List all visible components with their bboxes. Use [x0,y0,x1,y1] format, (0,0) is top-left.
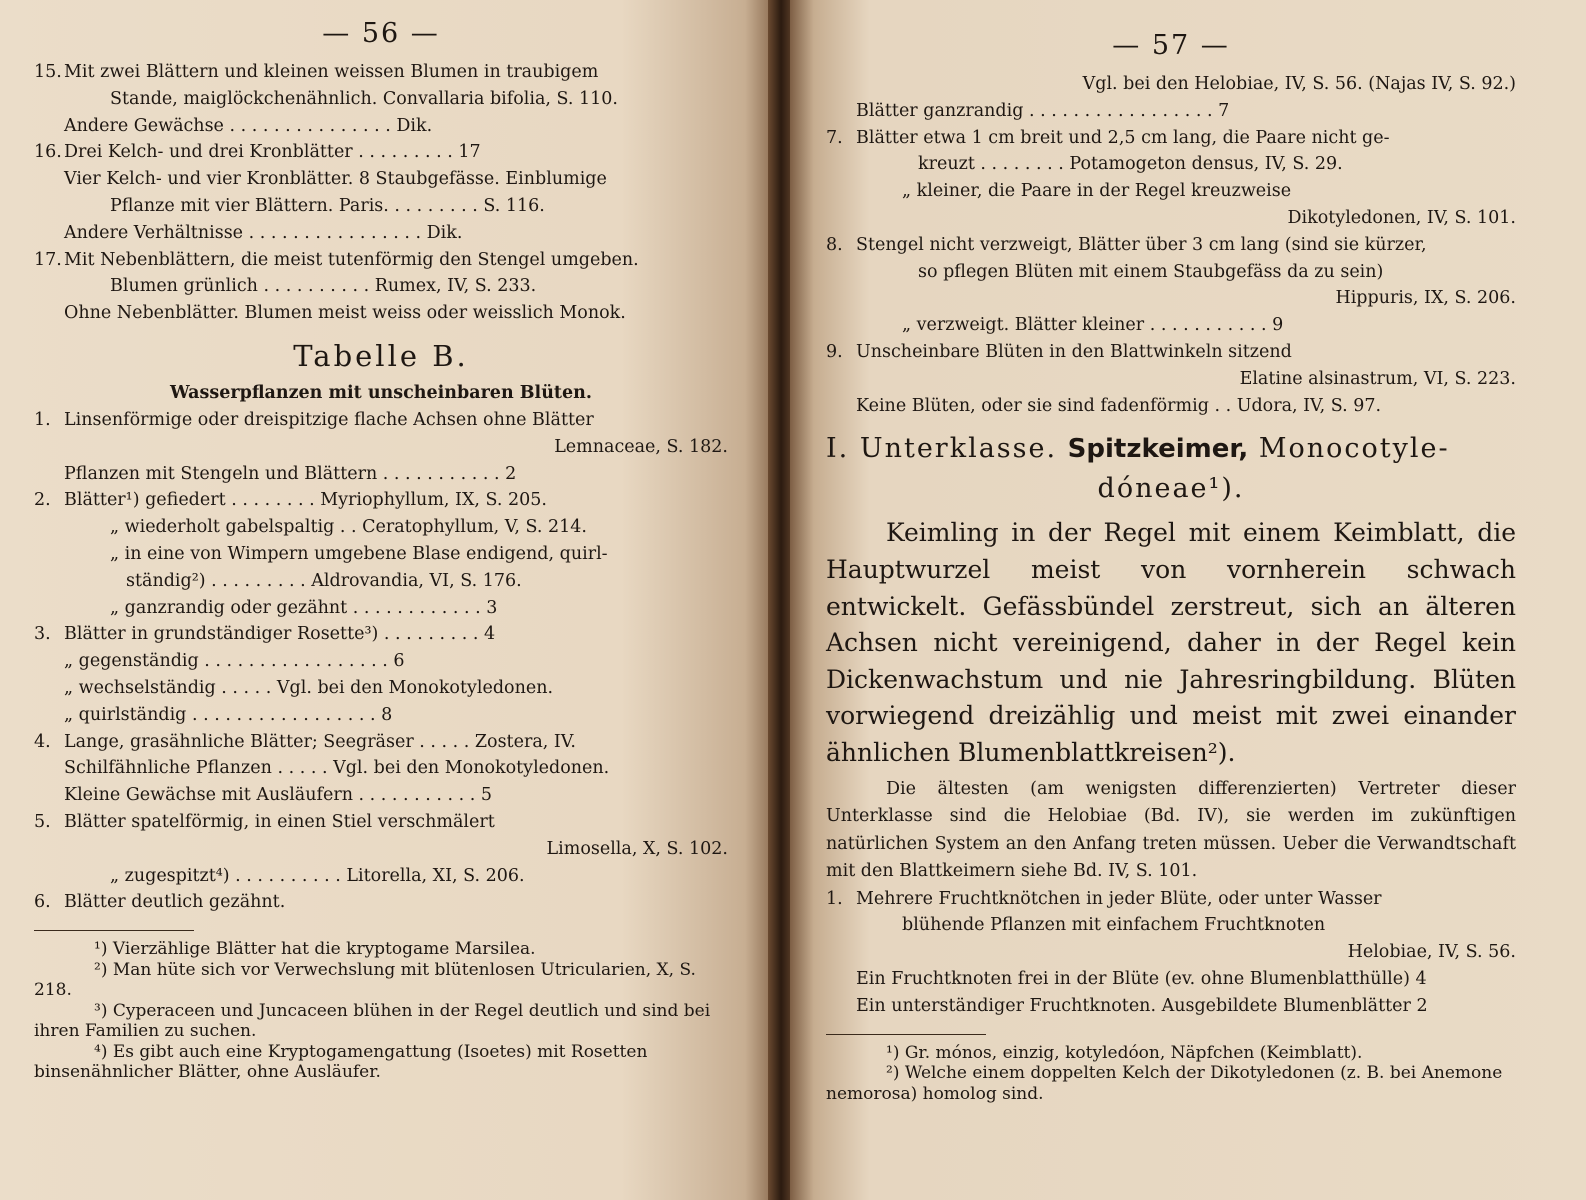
key-line [34,621,728,648]
key-text: „ wiederholt gabelspaltig . . Ceratophyllum, V, S. 214. [110,517,587,538]
key-text: „ quirlständig . . . . . . . . . . . . . . . . . 8 [64,704,393,725]
footnote-rule [826,1034,986,1035]
key-text: Vgl. bei den Helobiae, IV, S. 56. (Najas IV, S. 92.) [1082,74,1516,94]
right-page [790,0,1586,1200]
key-number: 3. [34,624,51,645]
key-line [34,514,728,541]
key-text: Pflanzen mit Stengeln und Blättern . . . . . . . . . . . 2 [64,463,517,484]
key-line [34,139,728,166]
key-line [34,755,728,782]
key-text: „ kleiner, die Paare in der Regel kreuzweise [902,181,1292,202]
class-prefix: I. Unterklasse. [826,433,1058,465]
key-text: Linsenförmige oder dreispitzige flache Achsen ohne Blätter [64,409,594,430]
footnote: ⁴) Es gibt auch eine Kryptogamengattung (Isoetes) mit Rosetten binsenähnlicher Blätter, ohne Ausläufer. [34,1041,648,1083]
key-line [34,273,728,300]
key-text: Blätter ganzrandig . . . . . . . . . . . . . . . . . 7 [856,100,1230,121]
key-text: Hippuris, IX, S. 206. [1335,288,1516,309]
key-text: Mit Nebenblättern, die meist tutenförmig den Stengel umgeben. [64,249,639,270]
key-text: Kleine Gewächse mit Ausläufern . . . . . . . . . . . 5 [64,785,493,806]
footnote: ²) Man hüte sich vor Verwechslung mit blütenlosen Utricularien, X, S. 218. [34,959,696,1001]
key-line [826,98,1516,125]
key-text: Blätter deutlich gezähnt. [64,892,286,913]
key-text: Keine Blüten, oder sie sind fadenförmig . . Udora, IV, S. 97. [856,395,1382,416]
page-number: — 57 — [1112,30,1230,61]
table-heading: Tabelle B. [293,338,469,373]
left-page [0,0,776,1200]
key-text: ständig²) . . . . . . . . . Aldrovandia, VI, S. 176. [126,570,522,591]
key-text: Ein Fruchtknoten frei in der Blüte (ev. ohne Blumenblatthülle) 4 [856,968,1427,989]
key-line [34,59,728,86]
key-line [826,366,1516,393]
key-text: Blätter spatelförmig, in einen Stiel verschmälert [64,811,495,832]
key-text: „ zugespitzt⁴) . . . . . . . . . . Litorella, XI, S. 206. [110,865,525,886]
key-text: Pflanze mit vier Blättern. Paris. . . . . . . . . S. 116. [110,195,545,216]
key-line [34,247,728,274]
key-text: „ ganzrandig oder gezähnt . . . . . . . . . . . . 3 [110,597,498,618]
class-bold: Spitzkeimer, [1067,434,1249,465]
key-number: 15. [34,62,62,82]
footnote: ³) Cyperaceen und Juncaceen blühen in der Regel deutlich und sind bei ihren Familien zu suchen. [34,1000,711,1042]
key-line [826,125,1516,152]
key-line [34,166,728,193]
footnotes [826,1043,1516,1105]
key-line [826,232,1516,259]
page-number: — 56 — [322,18,440,49]
key-line [34,863,728,890]
key-text: „ gegenständig . . . . . . . . . . . . . . . . . 6 [64,651,405,672]
class-suffix: Monocotyle- [1258,433,1450,465]
key-line [826,259,1516,286]
key-text: Lange, grasähnliche Blätter; Seegräser . . . . . Zostera, IV. [64,731,576,752]
key-text: Stande, maiglöckchenähnlich. Convallaria bifolia, S. 110. [110,88,618,109]
key-line [34,729,728,756]
key-line [826,178,1516,205]
key-line [826,393,1516,420]
footnote-rule [34,930,194,931]
key-text: „ verzweigt. Blätter kleiner . . . . . . . . . . . 9 [902,315,1284,336]
key-number: 1. [826,888,843,909]
key-text: Helobiae, IV, S. 56. [1347,942,1516,963]
key-text: Blätter etwa 1 cm breit und 2,5 cm lang, die Paare nicht ge- [856,127,1390,148]
key-line [826,886,1516,913]
key-line [34,300,728,327]
key-line [34,568,728,595]
key-line [826,312,1516,339]
key-line [34,541,728,568]
key-text: Schilfähnliche Pflanzen . . . . . Vgl. bei den Monokotyledonen. [64,758,610,779]
footnotes [34,939,728,1083]
class-description: Keimling in der Regel mit einem Keimblatt, die Hauptwurzel meist von vornherein schwach entwickelt. Gefässbündel zerstreut, sich an älteren Achsen nicht vereinigend, daher in der Regel kein Dickenwachstum und nie Jahresringbildung. Blüten vorwiegend dreizählig und meist mit zwei einander ähnlichen Blumenblattkreisen²). [826,518,1516,767]
class-heading [826,429,1516,469]
key-line [34,595,728,622]
key-line [34,193,728,220]
key-text: „ in eine von Wimpern umgebene Blase endigend, quirl- [110,543,608,564]
key-text: Andere Gewächse . . . . . . . . . . . . . . . Dik. [64,115,433,136]
key-number: 9. [826,341,843,362]
key-number: 7. [826,127,843,148]
key-number: 4. [34,731,51,752]
key-text: Lemnaceae, S. 182. [554,436,728,457]
key-number: 2. [34,490,51,511]
key-text: Unscheinbare Blüten in den Blattwinkeln sitzend [856,341,1292,362]
footnote: ¹) Vierzählige Blätter hat die kryptogame Marsilea. [94,939,536,960]
key-line [826,71,1516,98]
key-line [34,113,728,140]
key-text: Drei Kelch- und drei Kronblätter . . . . . . . . . 17 [64,142,481,163]
key-line [34,220,728,247]
key-line [826,285,1516,312]
footnote: ¹) Gr. mónos, einzig, kotyledóon, Näpfchen (Keimblatt). [886,1042,1363,1063]
key-number: 17. [34,249,62,270]
class-note: Die ältesten (am wenigsten differenzierten) Vertreter dieser Unterklasse sind die Helobiae (Bd. IV), sie werden im zukünftigen natürlichen System an den Anfang treten müssen. Ueber die Verwandtschaft mit den Blattkeimern siehe Bd. IV, S. 101. [826,778,1516,882]
key-number: 5. [34,811,51,832]
key-line [34,461,728,488]
key-line [34,809,728,836]
key-line [826,151,1516,178]
key-line [826,939,1516,966]
key-text: kreuzt . . . . . . . . Potamogeton densus, IV, S. 29. [918,154,1343,175]
key-number: 6. [34,892,51,913]
key-text: Blätter¹) gefiedert . . . . . . . . Myriophyllum, IX, S. 205. [64,490,547,511]
class-heading-line2: dóneae¹). [1097,473,1245,505]
key-line [34,86,728,113]
key-text: Andere Verhältnisse . . . . . . . . . . . . . . . . Dik. [64,222,463,243]
key-line [826,993,1516,1020]
key-text: Limosella, X, S. 102. [546,838,728,859]
key-line [34,782,728,809]
key-lines [34,59,728,327]
key-text: so pflegen Blüten mit einem Staubgefäss da zu sein) [918,261,1384,282]
key-lines [826,71,1516,419]
key-text: Blumen grünlich . . . . . . . . . . Rumex, IV, S. 233. [110,276,537,297]
key-text: blühende Pflanzen mit einfachem Fruchtknoten [902,915,1326,936]
key-line [826,339,1516,366]
key-text: Elatine alsinastrum, VI, S. 223. [1239,368,1516,389]
key-text: Dikotyledonen, IV, S. 101. [1287,207,1516,228]
key-line [826,966,1516,993]
key-line [34,434,728,461]
key-line [826,205,1516,232]
table-subheading: Wasserpflanzen mit unscheinbaren Blüten. [170,382,592,403]
key-line [34,675,728,702]
key-text: Blätter in grundständiger Rosette³) . . . . . . . . . 4 [64,624,496,645]
key-text: Mehrere Fruchtknötchen in jeder Blüte, oder unter Wasser [856,888,1382,909]
key-text: Ohne Nebenblätter. Blumen meist weiss oder weisslich Monok. [64,303,626,324]
key-line [34,487,728,514]
key-text: „ wechselständig . . . . . Vgl. bei den Monokotyledonen. [64,677,554,698]
key-text: Mit zwei Blättern und kleinen weissen Blumen in traubigem [64,62,599,82]
footnote: ²) Welche einem doppelten Kelch der Dikotyledonen (z. B. bei Anemone nemorosa) homolog sind. [826,1063,1503,1104]
key-line [34,702,728,729]
key-lines [34,407,728,916]
key-line [34,836,728,863]
key-number: 8. [826,234,843,255]
key-lines [826,886,1516,1020]
key-line [826,912,1516,939]
key-number: 16. [34,142,62,163]
key-text: Ein unterständiger Fruchtknoten. Ausgebildete Blumenblätter 2 [856,995,1428,1016]
key-line [34,889,728,916]
key-number: 1. [34,409,51,430]
key-line [34,648,728,675]
key-text: Vier Kelch- und vier Kronblätter. 8 Staubgefässe. Einblumige [64,169,607,190]
key-text: Stengel nicht verzweigt, Blätter über 3 cm lang (sind sie kürzer, [856,234,1427,255]
key-line [34,407,728,434]
